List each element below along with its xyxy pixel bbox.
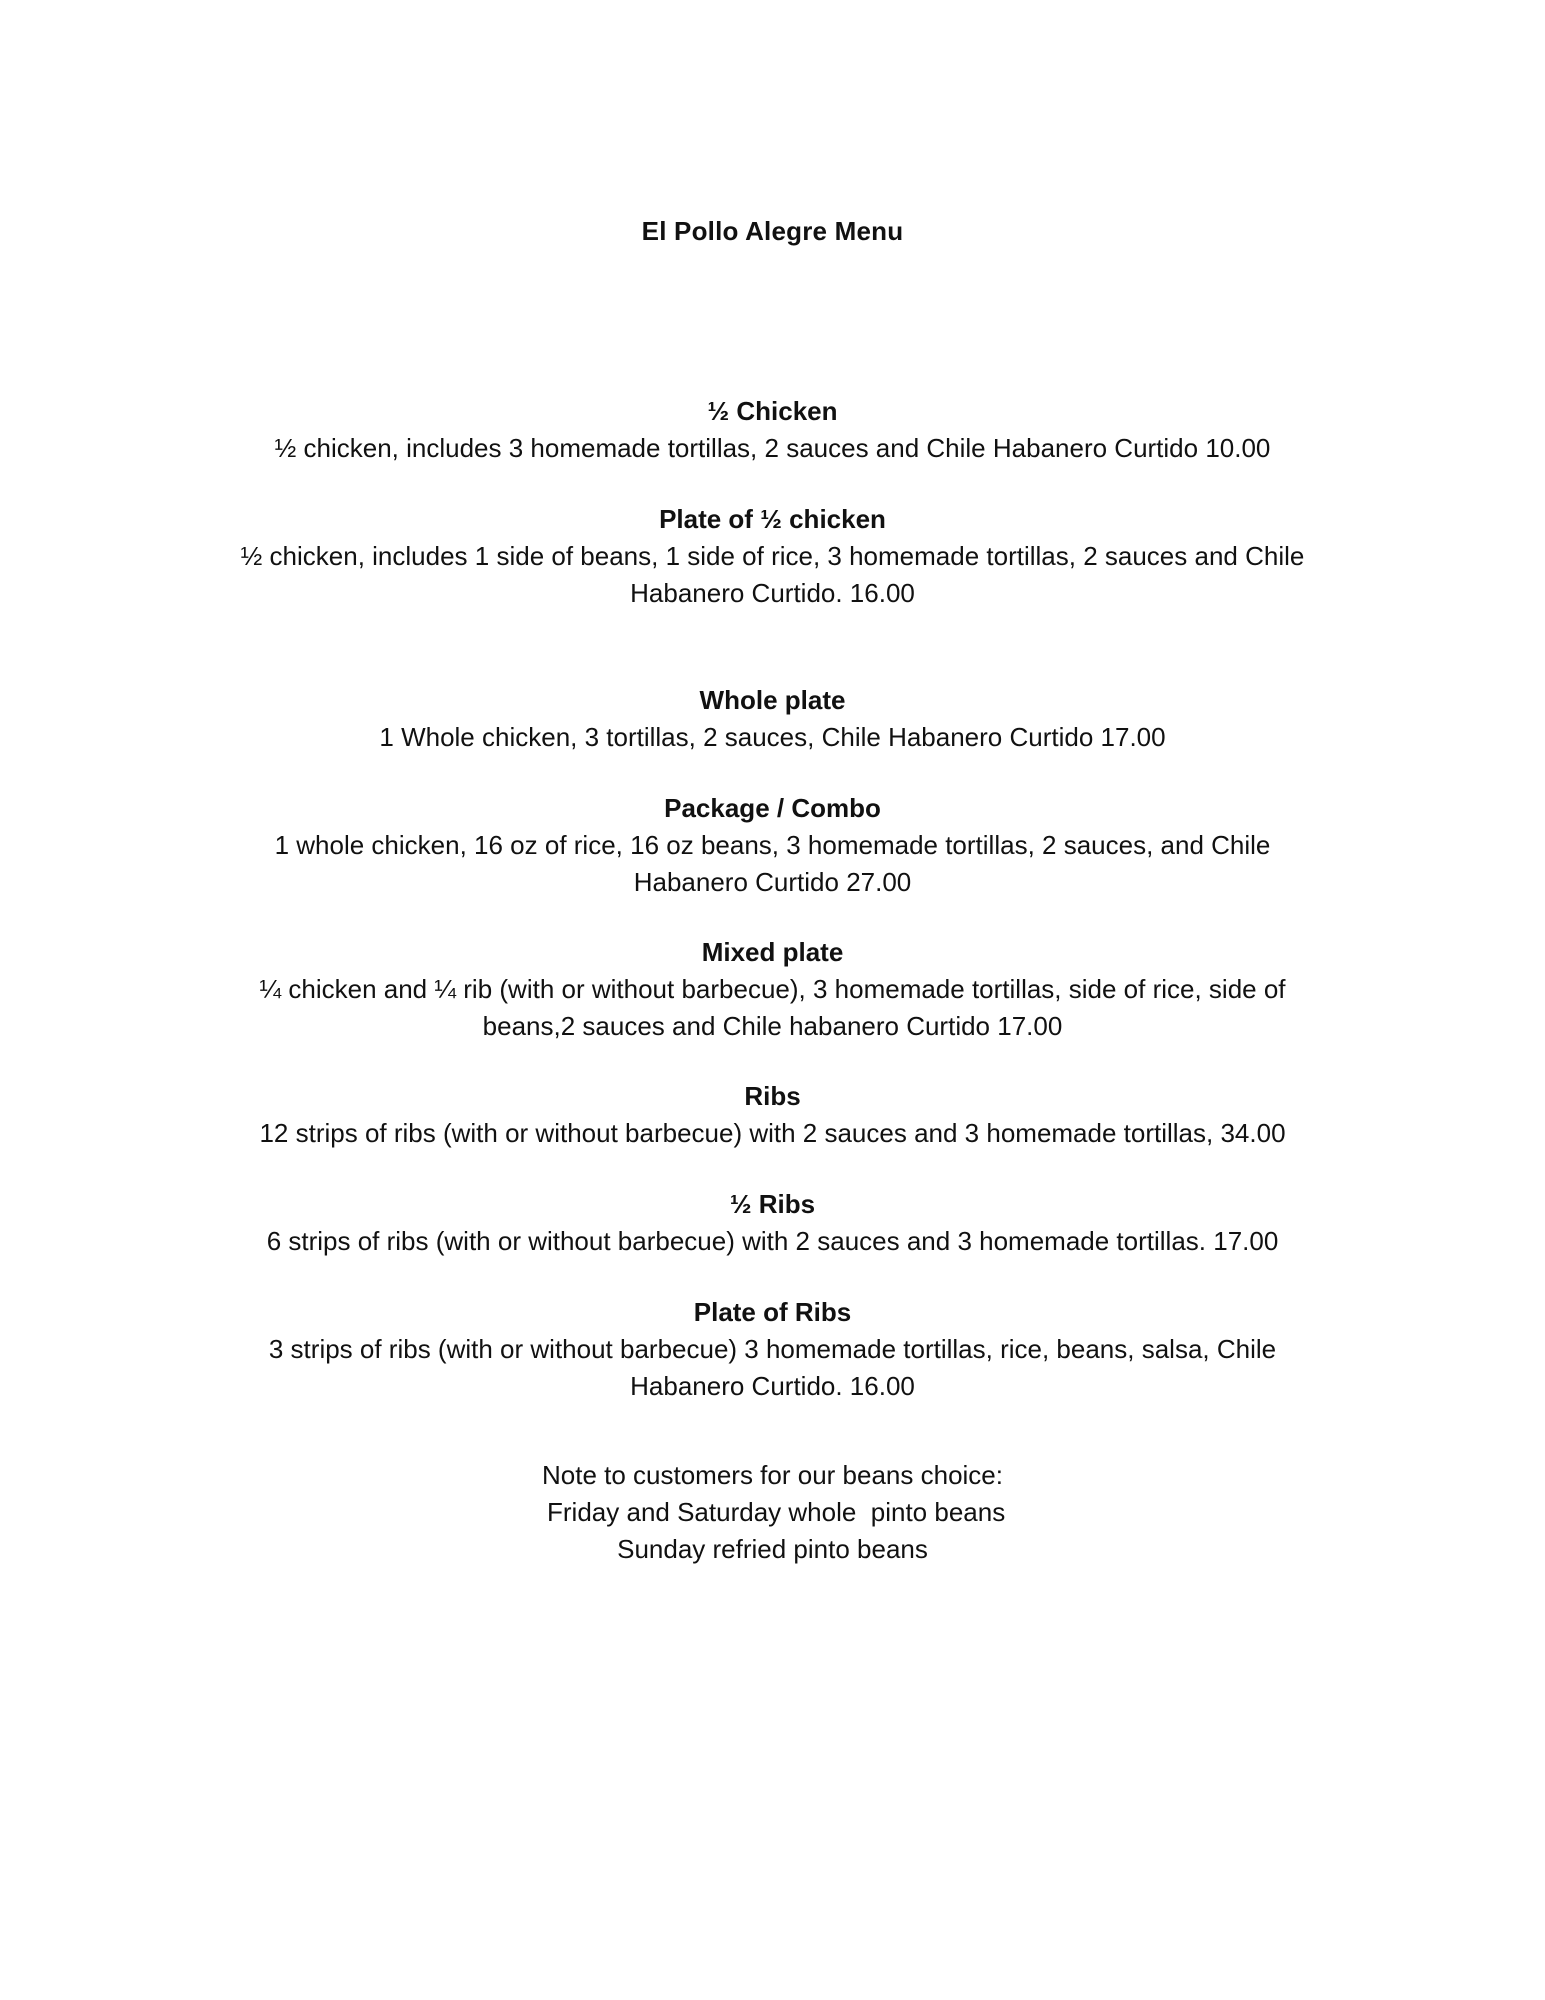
item-description-line: ½ chicken, includes 1 side of beans, 1 side of rice, 3 homemade tortillas, 2 sauces and Chile xyxy=(240,541,1305,571)
item-description-line: Habanero Curtido. 16.00 xyxy=(630,578,915,608)
menu-item-plate-of-ribs xyxy=(190,1294,1355,1405)
note-line: Sunday refried pinto beans xyxy=(617,1534,928,1564)
note-line: Friday and Saturday whole pinto beans xyxy=(539,1497,1006,1527)
note-line: Note to customers for our beans choice: xyxy=(541,1460,1003,1490)
item-name: Ribs xyxy=(744,1081,801,1111)
item-name: Plate of ½ chicken xyxy=(659,504,886,534)
item-name: ½ Ribs xyxy=(729,1189,816,1219)
item-description: 6 strips of ribs (with or without barbecue) with 2 sauces and 3 homemade tortillas. 17.00 xyxy=(266,1226,1279,1256)
item-description-line: Habanero Curtido. 16.00 xyxy=(630,1371,915,1401)
beans-note xyxy=(190,1457,1355,1568)
item-name: Package / Combo xyxy=(664,793,881,823)
menu-item-package-combo xyxy=(190,790,1355,901)
item-description: 12 strips of ribs (with or without barbecue) with 2 sauces and 3 homemade tortillas, 34.00 xyxy=(259,1118,1286,1148)
item-name: Plate of Ribs xyxy=(693,1297,852,1327)
item-description-line: 1 whole chicken, 16 oz of rice, 16 oz beans, 3 homemade tortillas, 2 sauces, and Chile xyxy=(274,830,1271,860)
item-name: ½ Chicken xyxy=(707,396,838,426)
item-description: 1 Whole chicken, 3 tortillas, 2 sauces, Chile Habanero Curtido 17.00 xyxy=(379,722,1166,752)
menu-item-whole-plate xyxy=(190,682,1355,756)
item-description-line: beans,2 sauces and Chile habanero Curtido 17.00 xyxy=(482,1011,1063,1041)
item-name: Mixed plate xyxy=(701,937,844,967)
menu-item-half-chicken xyxy=(190,393,1355,467)
menu-item-half-ribs xyxy=(190,1186,1355,1260)
menu-item-mixed-plate xyxy=(190,934,1355,1045)
menu-item-ribs xyxy=(190,1078,1355,1152)
item-description-line: ¼ chicken and ¼ rib (with or without barbecue), 3 homemade tortillas, side of rice, side of xyxy=(259,974,1286,1004)
item-description-line: 3 strips of ribs (with or without barbecue) 3 homemade tortillas, rice, beans, salsa, Chile xyxy=(268,1334,1277,1364)
menu-item-plate-half-chicken xyxy=(190,501,1355,612)
page-title: El Pollo Alegre Menu xyxy=(641,216,904,246)
item-description: ½ chicken, includes 3 homemade tortillas, 2 sauces and Chile Habanero Curtido 10.00 xyxy=(274,433,1271,463)
item-description-line: Habanero Curtido 27.00 xyxy=(633,867,912,897)
item-name: Whole plate xyxy=(699,685,846,715)
